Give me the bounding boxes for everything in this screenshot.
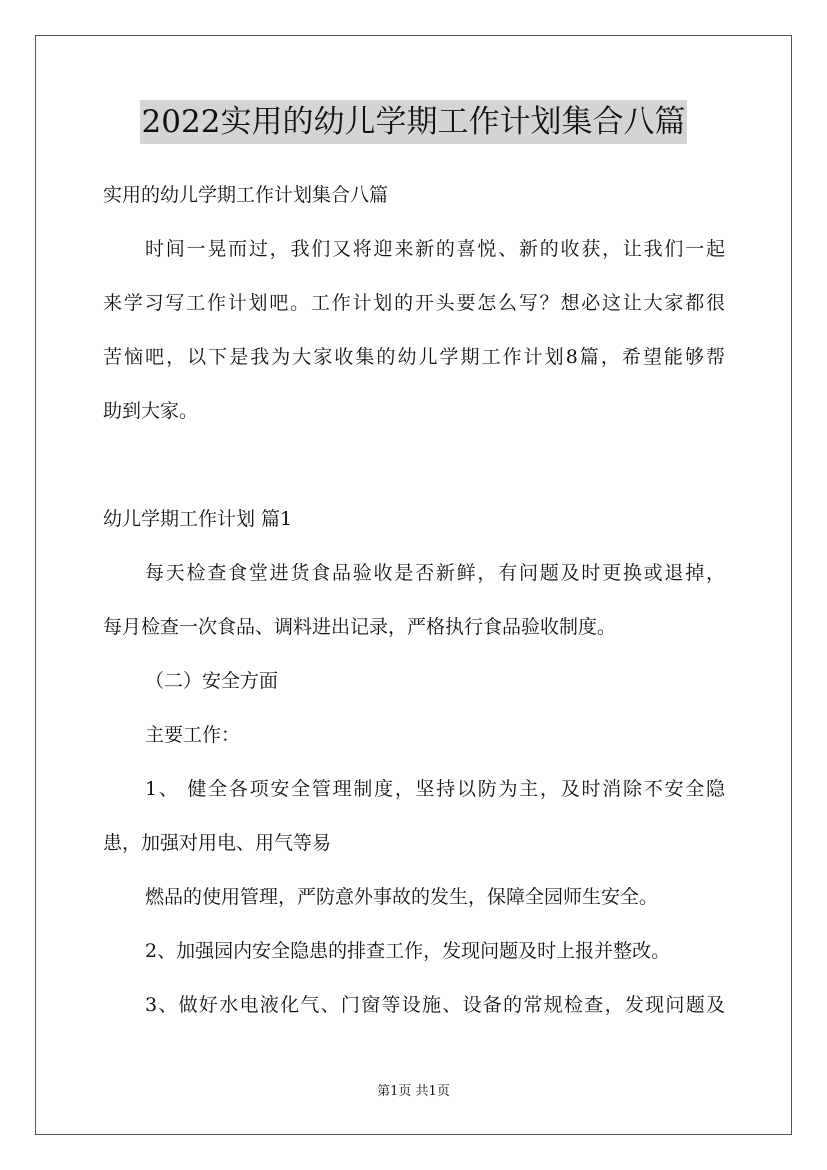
body-line: 患，加强对用电、用气等易 [103, 832, 332, 854]
body-line: 主要工作： [145, 724, 241, 746]
page-footer: 第1页 共1页 [377, 1084, 450, 1099]
intro-line: 时间一晃而过，我们又将迎来新的喜悦、新的收获，让我们一起 [145, 238, 725, 260]
intro-line: 来学习写工作计划吧。工作计划的开头要怎么写？想必这让大家都很 [103, 292, 725, 314]
title-container [0, 100, 827, 144]
section-heading: 幼儿学期工作计划 篇1 [103, 508, 293, 530]
intro-line: 助到大家。 [103, 400, 199, 422]
body-line: （二）安全方面 [145, 670, 279, 692]
body-line: 每天检查食堂进货食品验收是否新鲜，有问题及时更换或退掉， [145, 562, 725, 584]
document-title: 2022实用的幼儿学期工作计划集合八篇 [140, 100, 688, 144]
body-line: 2、加强园内安全隐患的排查工作，发现问题及时上报并整改。 [145, 940, 671, 962]
document-subtitle: 实用的幼儿学期工作计划集合八篇 [103, 184, 389, 206]
body-line: 每月检查一次食品、调料进出记录，严格执行食品验收制度。 [103, 616, 617, 638]
body-line: 3、做好水电液化气、门窗等设施、设备的常规检查，发现问题及 [145, 994, 725, 1016]
body-line: 燃品的使用管理，严防意外事故的发生，保障全园师生安全。 [145, 886, 659, 908]
body-line: 1、 健全各项安全管理制度，坚持以防为主，及时消除不安全隐 [145, 778, 725, 800]
intro-line: 苦恼吧，以下是我为大家收集的幼儿学期工作计划8篇，希望能够帮 [103, 346, 725, 368]
